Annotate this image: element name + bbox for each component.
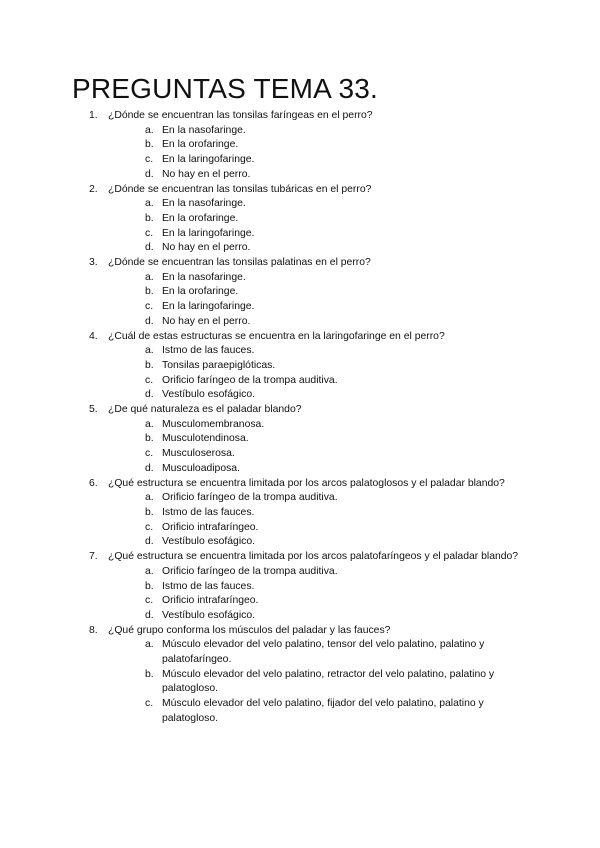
question-3 bbox=[89, 256, 519, 330]
question-text: ¿Dónde se encuentran las tonsilas palatinas en el perro? bbox=[108, 257, 371, 269]
option-item bbox=[145, 212, 519, 227]
question-6 bbox=[89, 477, 519, 551]
option-text: Istmo de las fauces. bbox=[162, 580, 255, 592]
option-letter: a. bbox=[145, 198, 154, 210]
option-item bbox=[145, 668, 519, 697]
option-letter: b. bbox=[145, 212, 154, 224]
page-title: PREGUNTAS TEMA 33. bbox=[72, 73, 378, 104]
option-text: Istmo de las fauces. bbox=[162, 345, 255, 357]
option-text: Orificio faríngeo de la trompa auditiva. bbox=[162, 565, 338, 577]
option-letter: c. bbox=[145, 521, 154, 533]
option-item bbox=[145, 197, 519, 212]
option-list bbox=[108, 197, 519, 256]
option-letter: c. bbox=[145, 595, 154, 607]
option-list bbox=[108, 271, 519, 330]
option-item bbox=[145, 168, 519, 183]
question-4 bbox=[89, 330, 519, 404]
question-number: 1. bbox=[89, 110, 98, 121]
option-item bbox=[145, 388, 519, 403]
option-item bbox=[145, 565, 519, 580]
option-list bbox=[108, 491, 519, 550]
question-text: ¿Qué estructura se encuentra limitada por los arcos palatofaríngeos y el paladar blando? bbox=[108, 551, 519, 563]
option-text: Músculo elevador del velo palatino, tensor del velo palatino, palatino y palatofaríngeo. bbox=[162, 639, 485, 666]
question-5 bbox=[89, 403, 519, 477]
option-letter: d. bbox=[145, 536, 154, 548]
option-item bbox=[145, 300, 519, 315]
option-item bbox=[145, 359, 519, 374]
question-number: 2. bbox=[89, 183, 98, 195]
option-letter: b. bbox=[145, 433, 154, 445]
option-item bbox=[145, 241, 519, 256]
option-list bbox=[108, 418, 519, 477]
option-letter: d. bbox=[145, 609, 154, 621]
option-letter: d. bbox=[145, 462, 154, 474]
option-text: No hay en el perro. bbox=[162, 168, 251, 180]
question-number: 8. bbox=[89, 624, 98, 636]
option-letter: a. bbox=[145, 345, 154, 357]
option-text: En la orofaringe. bbox=[162, 286, 239, 298]
option-list bbox=[108, 344, 519, 403]
option-letter: a. bbox=[145, 492, 154, 504]
option-text: Tonsilas paraepiglóticas. bbox=[162, 359, 276, 371]
question-number: 6. bbox=[89, 477, 98, 489]
option-letter: c. bbox=[145, 301, 154, 313]
option-text: No hay en el perro. bbox=[162, 315, 251, 327]
option-item bbox=[145, 535, 519, 550]
option-text: En la orofaringe. bbox=[162, 212, 239, 224]
option-item bbox=[145, 580, 519, 595]
option-letter: a. bbox=[145, 271, 154, 283]
option-letter: d. bbox=[145, 168, 154, 180]
option-item bbox=[145, 521, 519, 536]
option-item bbox=[145, 138, 519, 153]
option-text: Musculotendinosa. bbox=[162, 433, 249, 445]
question-number: 5. bbox=[89, 404, 98, 416]
option-text: Musculoserosa. bbox=[162, 448, 235, 460]
option-item bbox=[145, 432, 519, 447]
option-item bbox=[145, 594, 519, 609]
question-text: ¿Qué grupo conforma los músculos del paladar y las fauces? bbox=[108, 624, 391, 636]
question-text: ¿Cuál de estas estructuras se encuentra en la laringofaringe en el perro? bbox=[108, 330, 445, 342]
option-text: En la nasofaringe. bbox=[162, 198, 246, 210]
question-text: ¿Dónde se encuentran las tonsilas faríngeas en el perro? bbox=[108, 110, 373, 121]
option-text: En la nasofaringe. bbox=[162, 271, 246, 283]
option-item bbox=[145, 638, 519, 667]
option-letter: a. bbox=[145, 565, 154, 577]
option-letter: b. bbox=[145, 139, 154, 151]
option-item bbox=[145, 227, 519, 242]
option-letter: b. bbox=[145, 359, 154, 371]
question-1 bbox=[89, 109, 519, 183]
option-letter: d. bbox=[145, 242, 154, 254]
question-number: 4. bbox=[89, 330, 98, 342]
option-text: En la laringofaringe. bbox=[162, 227, 255, 239]
option-letter: b. bbox=[145, 668, 154, 680]
option-list bbox=[108, 638, 519, 726]
question-list bbox=[89, 109, 519, 727]
option-letter: c. bbox=[145, 448, 154, 460]
option-text: Vestíbulo esofágico. bbox=[162, 609, 256, 621]
option-item bbox=[145, 491, 519, 506]
option-item bbox=[145, 153, 519, 168]
option-letter: c. bbox=[145, 698, 154, 710]
option-text: No hay en el perro. bbox=[162, 242, 251, 254]
option-list bbox=[108, 565, 519, 624]
option-text: Orificio intrafaríngeo. bbox=[162, 595, 259, 607]
option-letter: a. bbox=[145, 418, 154, 430]
option-list bbox=[108, 124, 519, 183]
option-letter: b. bbox=[145, 580, 154, 592]
question-text: ¿Qué estructura se encuentra limitada por los arcos palatoglosos y el paladar blando? bbox=[108, 477, 505, 489]
option-item bbox=[145, 609, 519, 624]
option-text: En la nasofaringe. bbox=[162, 124, 246, 136]
option-text: Orificio intrafaríngeo. bbox=[162, 521, 259, 533]
question-text: ¿De qué naturaleza es el paladar blando? bbox=[108, 404, 302, 416]
option-item bbox=[145, 374, 519, 389]
question-number: 3. bbox=[89, 257, 98, 269]
option-text: Vestíbulo esofágico. bbox=[162, 389, 256, 401]
option-item bbox=[145, 447, 519, 462]
option-text: Músculo elevador del velo palatino, fijador del velo palatino, palatino y palatogloso. bbox=[162, 698, 484, 724]
option-item bbox=[145, 506, 519, 521]
question-number: 7. bbox=[89, 551, 98, 563]
question-7 bbox=[89, 550, 519, 624]
option-letter: a. bbox=[145, 639, 154, 651]
question-8 bbox=[89, 624, 519, 727]
question-text: ¿Dónde se encuentran las tonsilas tubáricas en el perro? bbox=[108, 183, 372, 195]
option-item bbox=[145, 462, 519, 477]
question-2 bbox=[89, 183, 519, 257]
option-text: Orificio faríngeo de la trompa auditiva. bbox=[162, 374, 338, 386]
option-letter: c. bbox=[145, 227, 154, 239]
option-item bbox=[145, 315, 519, 330]
option-text: Orificio faríngeo de la trompa auditiva. bbox=[162, 492, 338, 504]
option-letter: d. bbox=[145, 389, 154, 401]
option-letter: c. bbox=[145, 374, 154, 386]
option-letter: b. bbox=[145, 506, 154, 518]
option-text: En la orofaringe. bbox=[162, 139, 239, 151]
option-letter: b. bbox=[145, 286, 154, 298]
option-item bbox=[145, 418, 519, 433]
option-letter: d. bbox=[145, 315, 154, 327]
option-text: En la laringofaringe. bbox=[162, 301, 255, 313]
option-text: Musculomembranosa. bbox=[162, 418, 265, 430]
option-text: En la laringofaringe. bbox=[162, 154, 255, 166]
option-item bbox=[145, 271, 519, 286]
option-text: Istmo de las fauces. bbox=[162, 506, 255, 518]
option-text: Musculoadiposa. bbox=[162, 462, 240, 474]
option-item bbox=[145, 124, 519, 139]
option-item bbox=[145, 285, 519, 300]
option-item bbox=[145, 344, 519, 359]
option-item bbox=[145, 697, 519, 726]
option-letter: a. bbox=[145, 124, 154, 136]
option-letter: c. bbox=[145, 154, 154, 166]
option-text: Músculo elevador del velo palatino, retractor del velo palatino, palatino y palatogloso. bbox=[162, 668, 495, 695]
option-text: Vestíbulo esofágico. bbox=[162, 536, 256, 548]
